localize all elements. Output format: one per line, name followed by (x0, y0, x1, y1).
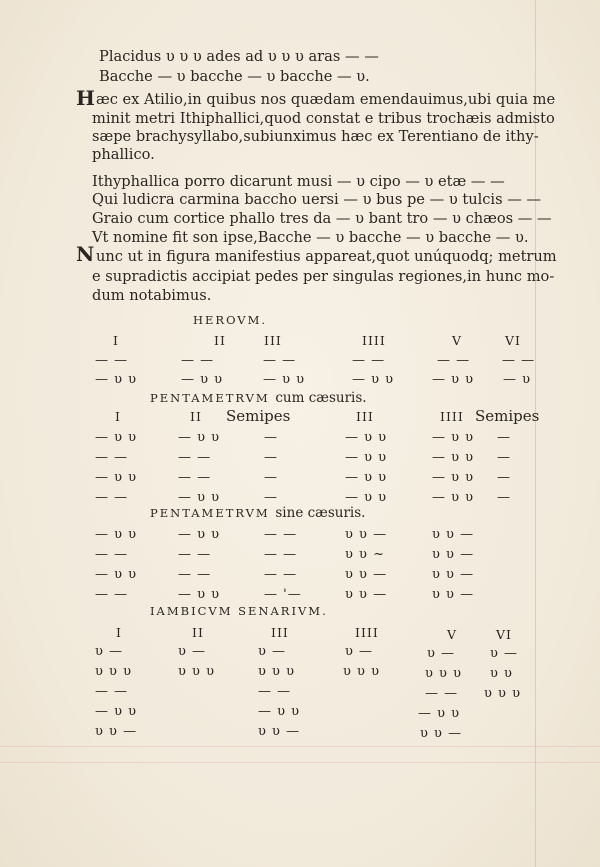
initial-n: N (76, 242, 95, 266)
herovm-col-header: IIII (362, 333, 386, 348)
pent1-cell: — — (178, 470, 212, 485)
herovm-cell: — υ υ (263, 372, 306, 387)
para2-line3: dum notabimus. (92, 287, 212, 304)
pent1-cell: — — (95, 450, 129, 465)
iamb-cell: — — (95, 684, 129, 699)
herovm-cell: — — (263, 353, 297, 368)
iamb-cell: υ υ υ (484, 686, 521, 701)
para1-line4: phallico. (92, 146, 155, 163)
para1-line2: minit metri Ithiphallici,quod constat e tribus trochæis admisto (92, 110, 555, 127)
pent2-cell: — υ υ (95, 527, 138, 542)
verse-line-2: Bacche — υ bacche — υ bacche — υ. (99, 68, 370, 85)
iamb-cell: υ υ υ (425, 666, 462, 681)
iamb-cell: υ υ — (95, 724, 138, 739)
pent1-cell: — — (95, 490, 129, 505)
pent1-title-rest: cum cæsuris. (275, 390, 367, 406)
pent2-cell: — υ υ (95, 567, 138, 582)
pent2-cell: — υ υ (178, 527, 221, 542)
iamb-cell: — — (425, 686, 459, 701)
para2-line1: unc ut in figura manifestius appareat,quot unúquodq; metrum (96, 248, 557, 265)
verse-line-1: Placidus υ υ υ ades ad υ υ υ aras — — (99, 48, 379, 65)
pent2-cell: υ υ — (432, 527, 475, 542)
margin-rule-horizontal-2 (0, 762, 600, 763)
pent2-cell: υ υ — (345, 567, 388, 582)
pent2-cell: — — (95, 547, 129, 562)
pent2-cell: υ υ — (432, 587, 475, 602)
herovm-cell: — υ υ (181, 372, 224, 387)
pent2-cell: υ υ ~ (345, 547, 385, 562)
pent1-cell: — υ υ (95, 470, 138, 485)
iamb-cell: υ — (95, 644, 124, 659)
pent1-cell: — υ υ (432, 450, 475, 465)
pent1-cell: — υ υ (432, 430, 475, 445)
pent2-title-caps: PENTAMETRVM (150, 506, 270, 520)
initial-h: H (76, 86, 95, 110)
iamb-cell: υ υ — (420, 726, 463, 741)
pent2-title-rest: sine cæsuris. (275, 505, 366, 521)
pent1-cell: — (497, 470, 511, 485)
pent2-cell: υ υ — (345, 527, 388, 542)
herovm-cell: — — (502, 353, 536, 368)
pent1-col-header: Semipes (226, 407, 291, 425)
pent1-cell: — — (178, 450, 212, 465)
para1-line3: sæpe brachysyllabo,subiunximus hæc ex Terentiano de ithy- (92, 128, 539, 145)
iamb-cell: — υ υ (258, 704, 301, 719)
herovm-col-header: I (113, 333, 119, 348)
herovm-cell: — υ (503, 372, 532, 387)
herovm-cell: — — (95, 353, 129, 368)
ithy-verse-4: Vt nomine fit son ipse,Bacche — υ bacche — υ bacche — υ. (92, 229, 529, 246)
pent1-cell: — (264, 450, 278, 465)
pent2-cell: — — (178, 567, 212, 582)
pent1-cell: — υ υ (345, 430, 388, 445)
iamb-col-header: II (192, 625, 204, 640)
pent1-cell: — υ υ (95, 430, 138, 445)
pent1-col-header: II (190, 409, 202, 424)
herovm-col-header: II (214, 333, 226, 348)
iamb-cell: υ υ υ (343, 664, 380, 679)
herovm-col-header: III (264, 333, 282, 348)
pent1-cell: — (497, 430, 511, 445)
pent2-cell: — — (264, 527, 298, 542)
pent1-cell: — (264, 430, 278, 445)
herovm-cell: — υ υ (432, 372, 475, 387)
pent1-cell: — (497, 450, 511, 465)
pent1-title (150, 390, 367, 406)
pent1-col-header: I (115, 409, 121, 424)
iamb-col-header: VI (496, 627, 512, 642)
iamb-cell: υ υ υ (258, 664, 295, 679)
pent1-cell: — υ υ (345, 450, 388, 465)
pent2-cell: — υ υ (178, 587, 221, 602)
pent1-col-header: Semipes (475, 407, 540, 425)
iamb-cell: υ — (345, 644, 374, 659)
pent1-cell: — υ υ (432, 470, 475, 485)
iamb-cell: υ υ (490, 666, 513, 681)
iamb-cell: υ — (178, 644, 207, 659)
herovm-cell: — — (181, 353, 215, 368)
ithy-verse-2: Qui ludicra carmina baccho uersi — υ bus pe — υ tulcis — — (92, 191, 542, 208)
iamb-cell: υ υ — (258, 724, 301, 739)
pent1-col-header: III (356, 409, 374, 424)
para1-line1: æc ex Atilio,in quibus nos quædam emendauimus,ubi quia me (96, 91, 556, 108)
pent1-cell: — (264, 470, 278, 485)
pent2-cell: — — (178, 547, 212, 562)
pent2-cell: υ υ — (345, 587, 388, 602)
pent1-title-caps: PENTAMETRVM (150, 391, 270, 405)
pent1-col-header: IIII (440, 409, 464, 424)
pent2-cell: — '— (264, 587, 302, 602)
margin-rule-horizontal (0, 746, 600, 747)
para2-line2: e supradictis accipiat pedes per singulas regiones,in hunc mo- (92, 268, 555, 285)
ithy-verse-3: Graio cum cortice phallo tres da — υ bant tro — υ chæos — — (92, 210, 552, 227)
pent2-cell: υ υ — (432, 567, 475, 582)
pent1-cell: — υ υ (345, 470, 388, 485)
iamb-col-header: III (271, 625, 289, 640)
herovm-cell: — — (437, 353, 471, 368)
iamb-cell: υ — (490, 646, 519, 661)
iamb-col-header: IIII (355, 625, 379, 640)
pent2-cell: — — (264, 567, 298, 582)
iamb-col-header: V (447, 627, 458, 642)
herovm-col-header: VI (505, 333, 521, 348)
iamb-title: IAMBICVM SENARIVM. (150, 604, 328, 618)
pent2-cell: υ υ — (432, 547, 475, 562)
pent1-cell: — (497, 490, 511, 505)
iamb-cell: — υ υ (418, 706, 461, 721)
pent2-cell: — — (95, 587, 129, 602)
pent1-cell: — (264, 490, 278, 505)
pent1-cell: — υ υ (432, 490, 475, 505)
iamb-cell: υ υ υ (95, 664, 132, 679)
iamb-cell: υ υ υ (178, 664, 215, 679)
pent2-title (150, 505, 365, 521)
iamb-cell: υ — (427, 646, 456, 661)
herovm-cell: — υ υ (95, 372, 138, 387)
iamb-cell: υ — (258, 644, 287, 659)
pent1-cell: — υ υ (178, 490, 221, 505)
iamb-cell: — υ υ (95, 704, 138, 719)
herovm-cell: — υ υ (352, 372, 395, 387)
herovm-col-header: V (452, 333, 463, 348)
herovm-title: HEROVM. (193, 313, 268, 327)
pent2-cell: — — (264, 547, 298, 562)
iamb-col-header: I (116, 625, 122, 640)
herovm-cell: — — (352, 353, 386, 368)
ithy-verse-1: Ithyphallica porro dicarunt musi — υ cipo — υ etæ — — (92, 173, 505, 190)
iamb-cell: — — (258, 684, 292, 699)
pent1-cell: — υ υ (345, 490, 388, 505)
pent1-cell: — υ υ (178, 430, 221, 445)
